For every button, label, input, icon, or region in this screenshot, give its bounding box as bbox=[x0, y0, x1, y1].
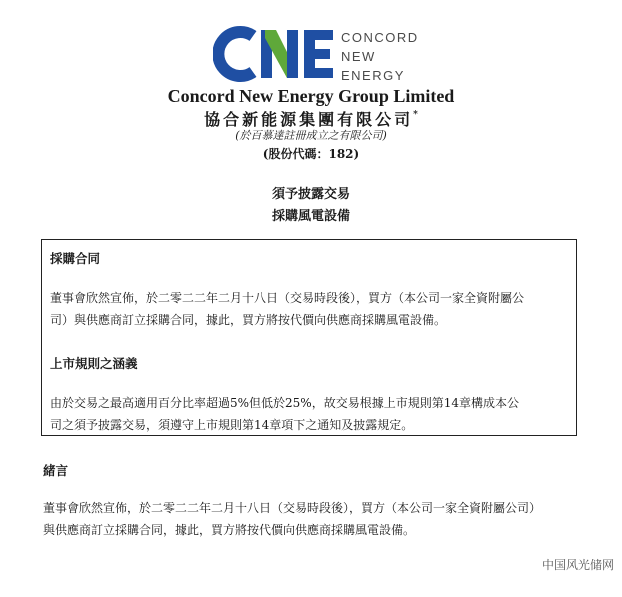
summary-heading-contract: 採購合同 bbox=[50, 251, 101, 266]
summary-para1-line2: 司）與供應商訂立採購合同，據此，買方將按代價向供應商採購風電設備。 bbox=[50, 313, 447, 327]
summary-heading-listing-rules: 上市規則之涵義 bbox=[50, 356, 138, 371]
intro-para-line2: 與供應商訂立採購合同，據此，買方將按代價向供應商採購風電設備。 bbox=[43, 523, 416, 537]
announcement-title-line1: 須予披露交易 bbox=[271, 187, 350, 202]
announcement-title-line2: 採購風電設備 bbox=[271, 209, 350, 224]
intro-para-line1: 董事會欣然宣佈，於二零二二年二月十八日（交易時段後），買方（本公司一家全資附屬公司） bbox=[43, 501, 542, 515]
company-name-english: Concord New Energy Group Limited bbox=[167, 86, 455, 106]
summary-para2-line1: 由於交易之最高適用百分比率超過5%但低於25%，故交易根據上市規則第14章構成本公 bbox=[50, 396, 519, 410]
stock-code: (股份代碼：182) bbox=[262, 147, 360, 161]
cne-logo-mark bbox=[213, 24, 335, 84]
company-asterisk: * bbox=[413, 110, 418, 120]
summary-box bbox=[41, 239, 577, 436]
watermark: 中国风光储网 bbox=[541, 558, 614, 572]
intro-heading: 緒言 bbox=[43, 463, 69, 478]
logo-word-2: NEW bbox=[341, 49, 376, 64]
incorporation-note: (於百慕達註冊成立之有限公司) bbox=[235, 129, 387, 142]
company-name-chinese: 協合新能源集團有限公司 bbox=[204, 110, 414, 129]
summary-para2-line2: 司之須予披露交易，須遵守上市規則第14章項下之通知及披露規定。 bbox=[50, 418, 414, 432]
logo-word-1: CONCORD bbox=[341, 30, 419, 45]
summary-para1-line1: 董事會欣然宣佈，於二零二二年二月十八日（交易時段後），買方（本公司一家全資附屬公 bbox=[50, 291, 525, 305]
logo-wordmark bbox=[341, 28, 419, 85]
logo-word-3: ENERGY bbox=[341, 68, 405, 83]
